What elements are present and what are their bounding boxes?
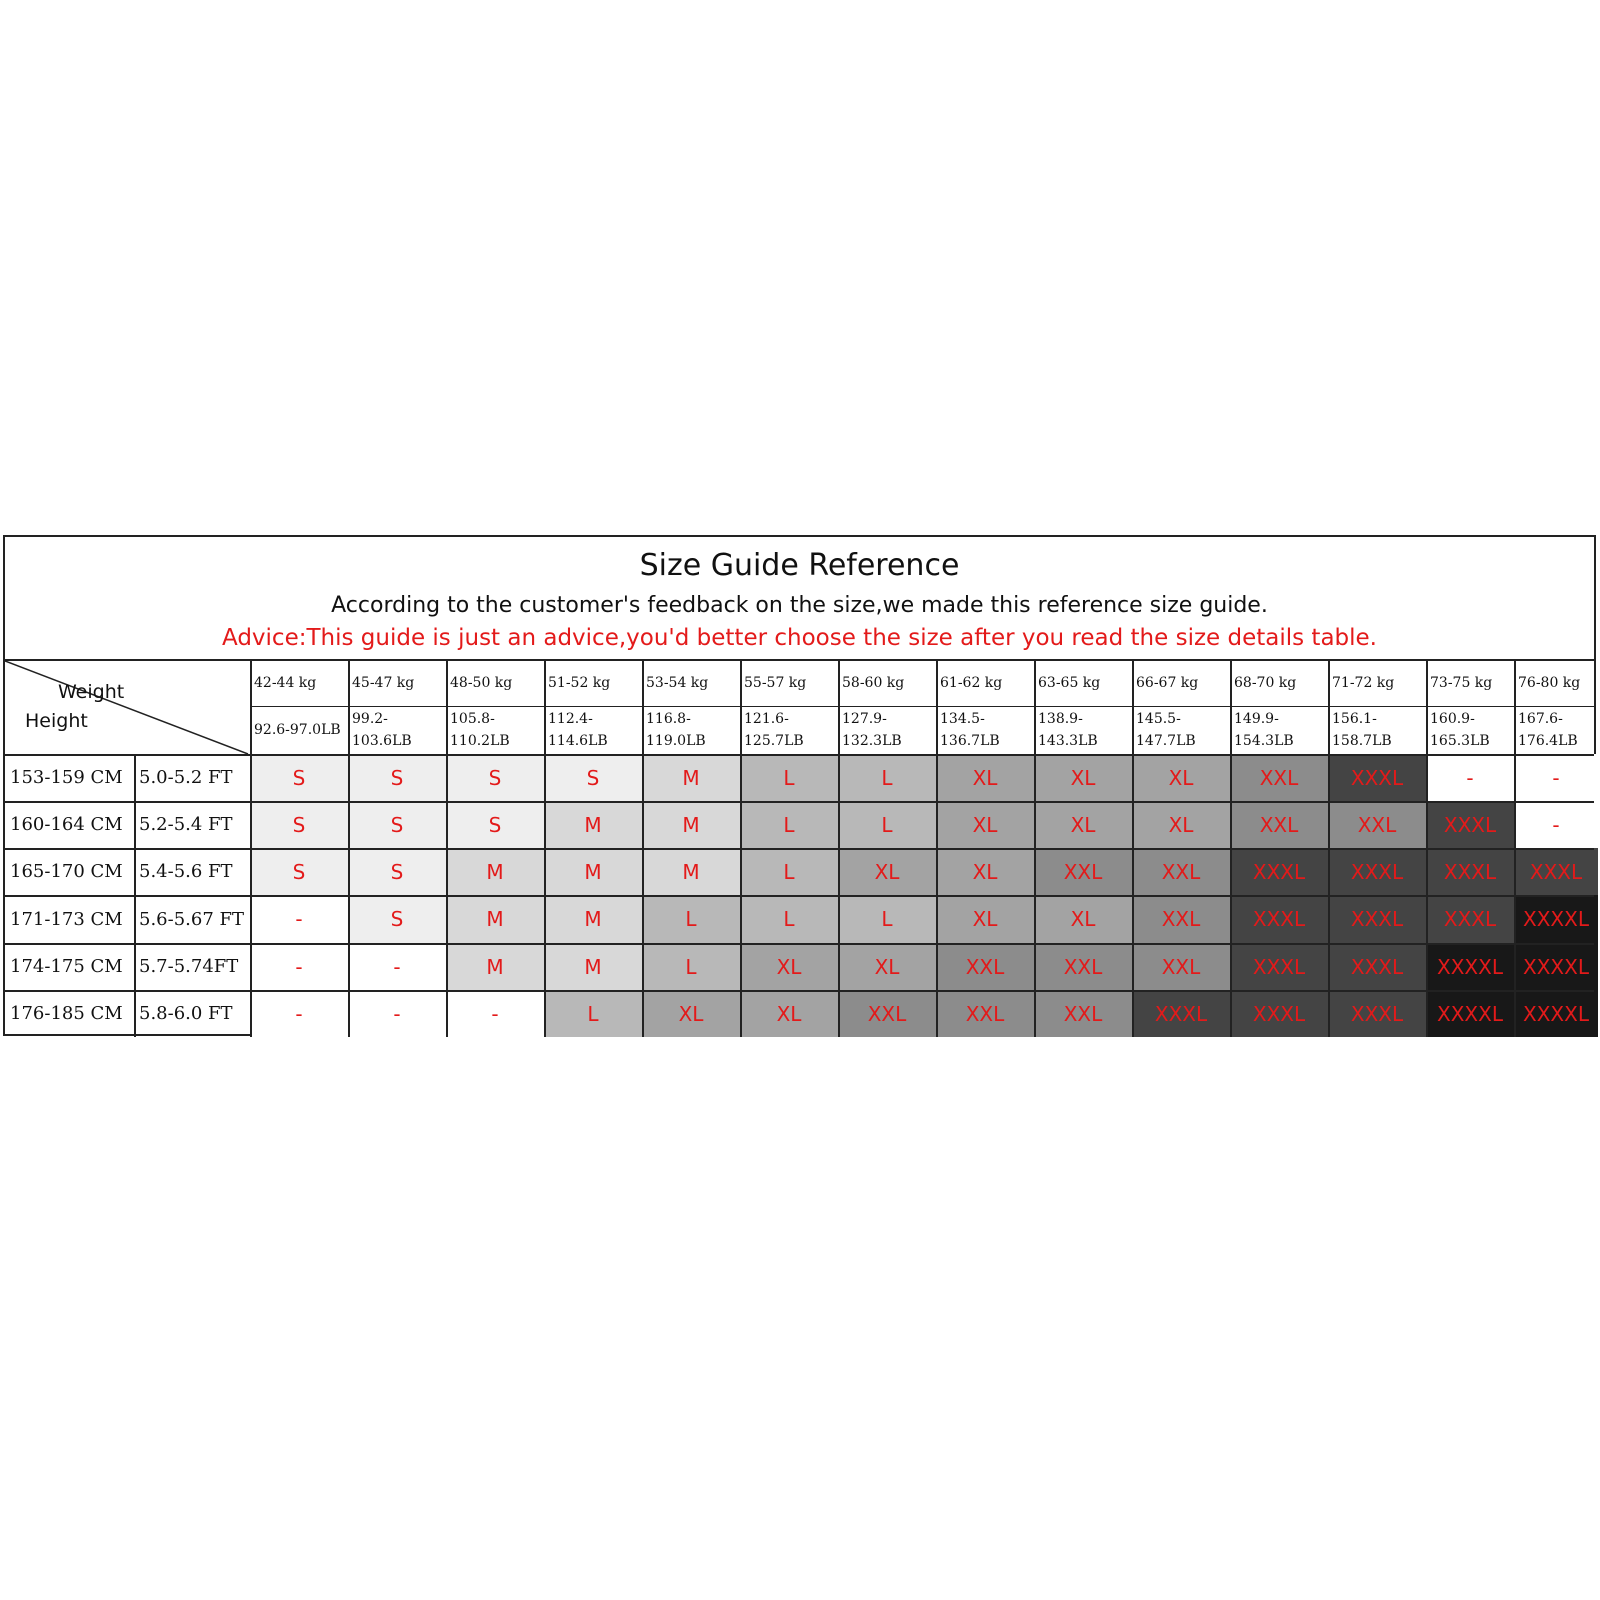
grid-line-v [1034, 659, 1036, 1037]
size-cell: XXXL [1328, 943, 1426, 990]
weight-lb-text: 127.9- [842, 711, 887, 727]
weight-kg-header: 73-75 kg [1430, 674, 1493, 691]
size-cell: L [740, 848, 838, 895]
size-cell: - [250, 990, 348, 1037]
size-cell: M [642, 754, 740, 801]
weight-lb-text: 154.3LB [1234, 733, 1294, 749]
grid-line-v [134, 754, 136, 1037]
grid-line-v [1328, 659, 1330, 1037]
size-cell: M [544, 801, 642, 848]
weight-lb-header [1132, 706, 1230, 754]
weight-lb-header [1230, 706, 1328, 754]
advice-note: Advice:This guide is just an advice,you'd better choose the size after you read the size details table. [222, 625, 1377, 651]
height-cm-cell: 160-164 CM [10, 814, 123, 835]
size-cell: XL [838, 848, 936, 895]
weight-lb-lines [1136, 708, 1196, 752]
size-cell: S [348, 754, 446, 801]
grid-line-v [544, 659, 546, 1037]
size-cell: XXXL [1426, 801, 1514, 848]
size-cell: XXXL [1328, 848, 1426, 895]
height-ft-cell: 5.8-6.0 FT [139, 1003, 233, 1024]
size-cell: S [446, 754, 544, 801]
weight-kg-header: 55-57 kg [744, 674, 807, 691]
corner-diagonal [5, 659, 250, 754]
weight-lb-lines [1430, 708, 1490, 752]
weight-lb-text: 147.7LB [1136, 733, 1196, 749]
size-cell: M [544, 848, 642, 895]
weight-kg-header: 58-60 kg [842, 674, 905, 691]
size-cell: XXXXL [1426, 943, 1514, 990]
grid-line-v [446, 659, 448, 1037]
size-cell: M [446, 848, 544, 895]
weight-lb-header [446, 706, 544, 754]
size-cell: XXL [936, 943, 1034, 990]
weight-lb-lines [1518, 708, 1578, 752]
weight-kg-header: 45-47 kg [352, 674, 415, 691]
height-cm-cell: 174-175 CM [10, 956, 123, 977]
grid-line-v [1426, 659, 1428, 1037]
size-cell: M [446, 943, 544, 990]
grid-line-v [250, 659, 252, 1037]
size-cell: XXXXL [1514, 943, 1598, 990]
weight-lb-header [740, 706, 838, 754]
size-cell: XXL [1034, 990, 1132, 1037]
size-cell: XXL [936, 990, 1034, 1037]
size-cell: XXL [1132, 848, 1230, 895]
weight-lb-text: 143.3LB [1038, 733, 1098, 749]
weight-kg-header: 53-54 kg [646, 674, 709, 691]
grid-line-v [1230, 659, 1232, 1037]
corner-header-cell [5, 659, 250, 754]
height-ft-cell: 5.2-5.4 FT [139, 814, 233, 835]
size-cell: XXXXL [1514, 895, 1598, 943]
size-cell: XXL [1230, 754, 1328, 801]
size-cell: XL [740, 990, 838, 1037]
weight-kg-header: 61-62 kg [940, 674, 1003, 691]
height-ft-cell: 5.0-5.2 FT [139, 767, 233, 788]
weight-lb-lines [254, 719, 341, 741]
grid-line-v [1514, 659, 1516, 1037]
weight-lb-lines [1038, 708, 1098, 752]
weight-lb-header [838, 706, 936, 754]
size-cell: XXXL [1514, 848, 1598, 895]
size-cell: S [250, 848, 348, 895]
size-cell: L [838, 801, 936, 848]
size-cell: - [1426, 754, 1514, 801]
size-cell: S [348, 848, 446, 895]
weight-lb-text: 145.5- [1136, 711, 1181, 727]
weight-lb-lines [1332, 708, 1392, 752]
weight-lb-header [1514, 706, 1598, 754]
size-cell: XL [936, 895, 1034, 943]
size-cell: L [740, 895, 838, 943]
weight-kg-header: 66-67 kg [1136, 674, 1199, 691]
size-cell: - [348, 943, 446, 990]
height-cm-cell: 171-173 CM [10, 908, 123, 930]
grid-line-h [250, 706, 1594, 707]
weight-kg-header: 71-72 kg [1332, 674, 1395, 691]
grid-line-h [5, 848, 1594, 850]
weight-kg-header: 63-65 kg [1038, 674, 1101, 691]
size-cell: S [348, 895, 446, 943]
weight-lb-lines [450, 708, 510, 752]
size-cell: XXL [1132, 943, 1230, 990]
grid-line-h [5, 659, 1594, 661]
size-cell: XXXL [1426, 895, 1514, 943]
size-cell: XXXL [1328, 754, 1426, 801]
weight-lb-header [544, 706, 642, 754]
size-cell: L [838, 895, 936, 943]
weight-label: Weight [58, 681, 125, 703]
size-cell: XXXXL [1514, 990, 1598, 1037]
weight-lb-lines [548, 708, 608, 752]
height-ft-cell: 5.7-5.74FT [139, 956, 239, 977]
weight-lb-text: 160.9- [1430, 711, 1475, 727]
weight-lb-header [936, 706, 1034, 754]
weight-lb-text: 125.7LB [744, 733, 804, 749]
weight-kg-header: 42-44 kg [254, 674, 317, 691]
weight-kg-header: 51-52 kg [548, 674, 611, 691]
size-cell: M [642, 848, 740, 895]
size-cell: XL [936, 848, 1034, 895]
weight-lb-header [250, 706, 348, 754]
weight-lb-lines [940, 708, 1000, 752]
size-cell: XL [1132, 801, 1230, 848]
size-cell: S [446, 801, 544, 848]
weight-lb-text: 156.1- [1332, 711, 1377, 727]
size-cell: M [642, 801, 740, 848]
weight-lb-text: 112.4- [548, 711, 593, 727]
size-cell: XL [1132, 754, 1230, 801]
size-guide-table [3, 535, 1596, 1036]
size-cell: XXXL [1328, 990, 1426, 1037]
size-cell: XXL [1034, 943, 1132, 990]
weight-lb-lines [1234, 708, 1294, 752]
weight-lb-text: 103.6LB [352, 733, 412, 749]
size-cell: L [544, 990, 642, 1037]
grid-line-v [740, 659, 742, 1037]
grid-line-v [838, 659, 840, 1037]
height-ft-cell: 5.4-5.6 FT [139, 861, 233, 882]
size-cell: - [250, 943, 348, 990]
weight-lb-text: 138.9- [1038, 711, 1083, 727]
size-cell: XXL [1230, 801, 1328, 848]
weight-lb-text: 121.6- [744, 711, 789, 727]
weight-lb-lines [352, 708, 412, 752]
size-cell: XXXL [1230, 895, 1328, 943]
weight-lb-text: 149.9- [1234, 711, 1279, 727]
size-cell: M [446, 895, 544, 943]
height-ft-cell: 5.6-5.67 FT [139, 908, 245, 930]
weight-lb-header [642, 706, 740, 754]
weight-lb-text: 116.8- [646, 711, 691, 727]
weight-lb-lines [646, 708, 706, 752]
size-cell: XL [642, 990, 740, 1037]
size-cell: - [250, 895, 348, 943]
size-cell: S [544, 754, 642, 801]
size-cell: XXL [1034, 848, 1132, 895]
size-cell: XXL [1328, 801, 1426, 848]
size-cell: L [740, 754, 838, 801]
weight-lb-lines [842, 708, 902, 752]
page-title: Size Guide Reference [639, 548, 960, 583]
weight-kg-header: 76-80 kg [1518, 674, 1581, 691]
size-cell: XL [1034, 801, 1132, 848]
grid-line-v [1132, 659, 1134, 1037]
size-cell: XL [936, 754, 1034, 801]
size-cell: XL [1034, 895, 1132, 943]
height-label: Height [25, 710, 88, 732]
weight-lb-text: 119.0LB [646, 733, 706, 749]
weight-lb-header [1034, 706, 1132, 754]
size-cell: XL [740, 943, 838, 990]
guide-subtitle: According to the customer's feedback on the size,we made this reference size guide. [331, 593, 1268, 618]
size-cell: S [348, 801, 446, 848]
size-cell: XXL [1132, 895, 1230, 943]
size-cell: S [250, 801, 348, 848]
weight-kg-header: 68-70 kg [1234, 674, 1297, 691]
size-cell: XL [936, 801, 1034, 848]
size-cell: M [544, 895, 642, 943]
weight-lb-text: 92.6-97.0LB [254, 722, 341, 738]
grid-line-h [5, 943, 1594, 945]
grid-line-v [348, 659, 350, 1037]
weight-lb-text: 114.6LB [548, 733, 608, 749]
weight-lb-text: 105.8- [450, 711, 495, 727]
height-cm-cell: 176-185 CM [10, 1003, 123, 1024]
weight-lb-text: 110.2LB [450, 733, 510, 749]
weight-lb-header [1426, 706, 1514, 754]
weight-lb-text: 136.7LB [940, 733, 1000, 749]
size-cell: XXXL [1230, 943, 1328, 990]
weight-lb-lines [744, 708, 804, 752]
size-cell: L [642, 943, 740, 990]
size-cell: L [642, 895, 740, 943]
weight-lb-text: 134.5- [940, 711, 985, 727]
weight-lb-text: 167.6- [1518, 711, 1563, 727]
size-cell: XXXL [1230, 848, 1328, 895]
weight-lb-header [1328, 706, 1426, 754]
size-cell: XXXL [1132, 990, 1230, 1037]
size-cell: XXXL [1230, 990, 1328, 1037]
size-cell: L [740, 801, 838, 848]
size-cell: XXXL [1426, 848, 1514, 895]
size-cell: XXXL [1328, 895, 1426, 943]
height-cm-cell: 165-170 CM [10, 861, 123, 882]
weight-lb-text: 165.3LB [1430, 733, 1490, 749]
weight-lb-text: 176.4LB [1518, 733, 1578, 749]
grid-line-h [5, 895, 1594, 897]
size-cell: - [1514, 801, 1598, 848]
size-cell: - [1514, 754, 1598, 801]
grid-line-h [5, 801, 1594, 803]
weight-lb-text: 99.2- [352, 711, 388, 727]
grid-line-h [5, 990, 1594, 992]
size-cell: - [446, 990, 544, 1037]
grid-line-h [5, 754, 1594, 756]
height-cm-cell: 153-159 CM [10, 767, 123, 788]
size-cell: XL [838, 943, 936, 990]
guide-header [5, 537, 1594, 659]
weight-lb-header [348, 706, 446, 754]
size-cell: - [348, 990, 446, 1037]
size-cell: L [838, 754, 936, 801]
grid-line-v [642, 659, 644, 1037]
weight-lb-text: 158.7LB [1332, 733, 1392, 749]
grid-line-v [936, 659, 938, 1037]
size-cell: S [250, 754, 348, 801]
size-cell: XXL [838, 990, 936, 1037]
weight-lb-text: 132.3LB [842, 733, 902, 749]
size-cell: XXXXL [1426, 990, 1514, 1037]
weight-kg-header: 48-50 kg [450, 674, 513, 691]
size-cell: XL [1034, 754, 1132, 801]
size-cell: M [544, 943, 642, 990]
